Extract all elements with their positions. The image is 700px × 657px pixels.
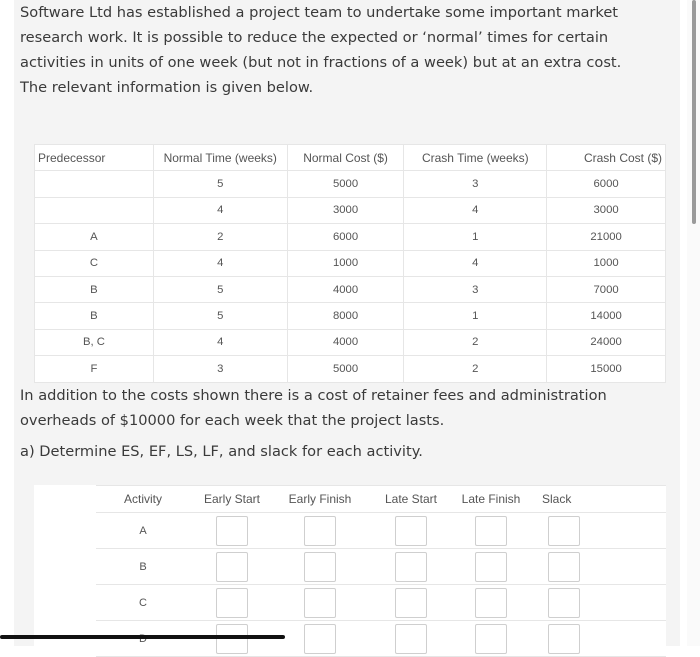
cell-crash-cost: 24000 xyxy=(547,329,666,355)
scrollbar-thumb[interactable] xyxy=(692,0,696,224)
cell-crash-time: 3 xyxy=(404,171,547,197)
activity-label: A xyxy=(96,513,190,549)
late-start-input[interactable] xyxy=(395,624,427,654)
cell-normal-time: 4 xyxy=(153,197,287,223)
cell-normal-cost: 3000 xyxy=(287,197,404,223)
answer-header-row xyxy=(34,486,666,513)
answer-header-slack: Slack xyxy=(526,486,666,513)
late-start-input[interactable] xyxy=(395,552,427,582)
cell-predecessor xyxy=(35,197,154,223)
header-crash-time: Crash Time (weeks) xyxy=(404,145,547,171)
early-start-input[interactable] xyxy=(216,552,248,582)
cell-crash-cost: 21000 xyxy=(547,224,666,250)
cell-predecessor: B xyxy=(35,303,154,329)
cell-normal-time: 5 xyxy=(153,303,287,329)
cell-crash-time: 1 xyxy=(404,224,547,250)
answer-header-late-start: Late Start xyxy=(366,486,456,513)
cell-normal-cost: 8000 xyxy=(287,303,404,329)
cell-crash-cost: 3000 xyxy=(547,197,666,223)
answer-header-activity: Activity xyxy=(96,486,190,513)
cell-crash-cost: 14000 xyxy=(547,303,666,329)
cell-normal-time: 5 xyxy=(153,171,287,197)
cell-crash-cost: 7000 xyxy=(547,276,666,302)
cell-normal-cost: 5000 xyxy=(287,171,404,197)
early-finish-input[interactable] xyxy=(304,552,336,582)
question-a: a) Determine ES, EF, LS, LF, and slack for each activity. xyxy=(20,443,423,460)
overhead-paragraph: In addition to the costs shown there is a cost of retainer fees and administration overheads of $10000 for each week that the project lasts. xyxy=(20,387,607,429)
header-crash-cost: Crash Cost ($) xyxy=(547,145,666,171)
late-finish-input[interactable] xyxy=(475,552,507,582)
table-row xyxy=(35,303,666,329)
cell-crash-time: 2 xyxy=(404,356,547,382)
answer-row xyxy=(34,513,666,549)
cell-crash-cost: 6000 xyxy=(547,171,666,197)
header-normal-time: Normal Time (weeks) xyxy=(153,145,287,171)
cell-normal-cost: 6000 xyxy=(287,224,404,250)
slack-input[interactable] xyxy=(548,516,580,546)
cell-predecessor: F xyxy=(35,356,154,382)
slack-input[interactable] xyxy=(548,552,580,582)
answer-row xyxy=(34,549,666,585)
cell-predecessor: B xyxy=(35,276,154,302)
cell-normal-cost: 4000 xyxy=(287,276,404,302)
cell-crash-time: 4 xyxy=(404,250,547,276)
activity-label: B xyxy=(96,549,190,585)
table-header-row xyxy=(35,145,666,171)
cell-predecessor: B, C xyxy=(35,329,154,355)
early-finish-input[interactable] xyxy=(304,624,336,654)
cell-crash-time: 2 xyxy=(404,329,547,355)
table-row xyxy=(35,250,666,276)
slack-input[interactable] xyxy=(548,588,580,618)
cell-crash-time: 4 xyxy=(404,197,547,223)
intro-paragraph: Software Ltd has established a project team to undertake some important market research work. It is possible to reduce the expected or ‘normal’ times for certain activities in units of one week (but not in fractions of a week) but at an extra cost. The relevant information is given below. xyxy=(20,4,622,96)
slack-input[interactable] xyxy=(548,624,580,654)
table-row xyxy=(35,276,666,302)
header-predecessor: Predecessor xyxy=(35,145,154,171)
late-finish-input[interactable] xyxy=(475,588,507,618)
early-start-input[interactable] xyxy=(216,516,248,546)
home-indicator-bar xyxy=(0,635,285,639)
early-finish-input[interactable] xyxy=(304,516,336,546)
cell-normal-time: 4 xyxy=(153,250,287,276)
table-row xyxy=(35,171,666,197)
cell-normal-cost: 4000 xyxy=(287,329,404,355)
late-finish-input[interactable] xyxy=(475,624,507,654)
cell-crash-time: 3 xyxy=(404,276,547,302)
late-start-input[interactable] xyxy=(395,588,427,618)
cell-normal-time: 3 xyxy=(153,356,287,382)
cell-normal-cost: 1000 xyxy=(287,250,404,276)
project-data-table xyxy=(34,144,666,383)
table-row xyxy=(35,197,666,223)
late-start-input[interactable] xyxy=(395,516,427,546)
cell-crash-time: 1 xyxy=(404,303,547,329)
answer-header-late-finish: Late Finish xyxy=(456,486,526,513)
cell-crash-cost: 15000 xyxy=(547,356,666,382)
table-row xyxy=(35,329,666,355)
table-row xyxy=(35,356,666,382)
cell-normal-time: 4 xyxy=(153,329,287,355)
answer-table xyxy=(34,485,666,657)
cell-crash-cost: 1000 xyxy=(547,250,666,276)
activity-label: C xyxy=(96,585,190,621)
cell-normal-time: 2 xyxy=(153,224,287,250)
late-finish-input[interactable] xyxy=(475,516,507,546)
early-finish-input[interactable] xyxy=(304,588,336,618)
early-start-input[interactable] xyxy=(216,588,248,618)
cell-predecessor: A xyxy=(35,224,154,250)
answer-header-early-finish: Early Finish xyxy=(274,486,366,513)
answer-row xyxy=(34,585,666,621)
cell-normal-time: 5 xyxy=(153,276,287,302)
answer-header-early-start: Early Start xyxy=(190,486,274,513)
cell-predecessor xyxy=(35,171,154,197)
table-row xyxy=(35,224,666,250)
cell-normal-cost: 5000 xyxy=(287,356,404,382)
header-normal-cost: Normal Cost ($) xyxy=(287,145,404,171)
cell-predecessor: C xyxy=(35,250,154,276)
